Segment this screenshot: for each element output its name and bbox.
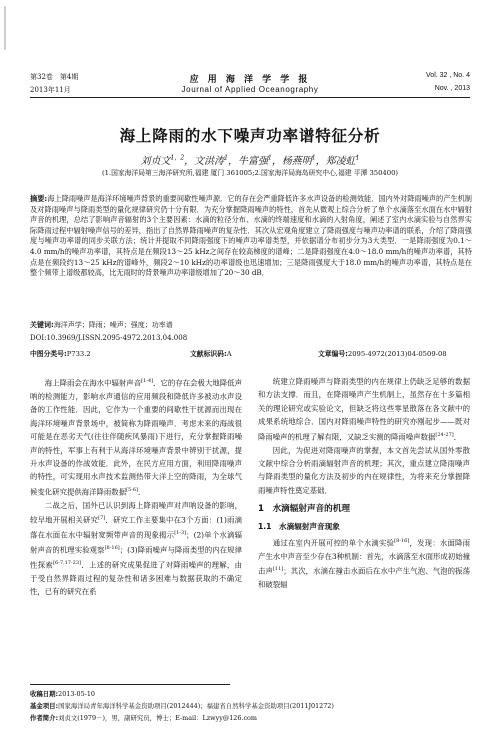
- author-affiliation-mark: 1: [267, 154, 272, 162]
- footnote-rule: [30, 684, 230, 685]
- abstract: [30, 194, 472, 279]
- text-run: 通过在室内开展可控的单个水滴实验: [272, 538, 395, 548]
- author-affiliation-mark: 1: [224, 154, 228, 162]
- author-list: [0, 152, 500, 167]
- paragraph: [258, 444, 470, 498]
- section-heading: 1 水滴辐射声音的机理: [258, 504, 350, 515]
- paragraph: [30, 499, 242, 599]
- footnote-author: 作者简介:刘贞文(1979－)，男，副研究员，博士；E-mail：Lzwyy@126.com: [30, 714, 257, 722]
- body-right-column: [258, 375, 470, 592]
- author-name: 刘贞文: [140, 156, 171, 167]
- author-name: 郑凌虹: [325, 156, 356, 167]
- keywords-label: 关键词:: [30, 321, 54, 329]
- author-separator: ，: [227, 156, 238, 167]
- text-run: ，发现：水面降雨产生水中声音至少存在3种机制：首先，水滴落至水面形成初始撞击声: [258, 538, 470, 576]
- abstract-text: 海上降雨噪声是海洋环境噪声背景的重要间歇性噪声源．它的存在会严重降低许多水声设备的检测效能．国内外对降雨噪声的产生机制及对降雨噪声与降雨类型的量化规律研究仍十分有限．为充分掌握降雨噪声的特性，首先从微观上综合分析了单个水滴落至水面在水中辐射声音的机理，总结了影响声音辐射的3个主要因素：水滴的粒径分布、水滴的终端速度和水滴的入射角度，阐述了室内水滴实验与自然界实际降雨过程中辐射噪声信号的差异，指出了自然界降雨噪声的复杂性．其次从宏观角度建立了降雨强度与噪声功率谱的联系，介绍了降雨强度与噪声功率谱的同步关联方法；统计并提取不同降雨强度下的噪声功率谱类型，并依据谱分布初步分为3大类型．一是降雨强度为0.1～4.0 mm/h的噪声功率谱，其特点是在频段13～25 kHz之间存在较高梯度的谱峰；二是降雨强度在4.0～18.0 mm/h的噪声功率谱，其特点是在频段约13～25 kHz的谱峰外，频段2～10 kHz的功率谱级也迅速增加；三是降雨强度大于18.0 mm/h的噪声功率谱，其特点是在整个频带上谱级都较高，比无雨时的背景噪声功率谱级增加了20～30 dB．: [30, 194, 472, 278]
- author-name: 杨燕明: [281, 156, 312, 167]
- author-name: 牛富强: [237, 156, 268, 167]
- clc-number: 中图分类号:P733.2: [30, 350, 91, 358]
- document-code: 文献标识码:A: [190, 350, 232, 358]
- citation: [7]: [98, 515, 106, 521]
- text-run: ．: [453, 432, 462, 442]
- keywords: [30, 320, 173, 330]
- text-run: ；(2)单个水滴辐射声音的机理实验观察: [30, 530, 242, 555]
- text-run: 二战之后，国外已认识到海上降雨噪声对声呐设备的影响，较早地开展相关研究: [30, 500, 242, 525]
- affiliation: (1.国家海洋局第三海洋研究所,福建 厦门 361005;2.国家海洋局海岛研究中心,福建 平潭 350400): [101, 169, 399, 177]
- text-run: ．研究工作主要集中在3个方面：(1)雨滴落在水面在水中辐射宽频带声音的现象揭示: [30, 515, 242, 540]
- citation: [6-7,17-23]: [53, 559, 81, 566]
- author-name: 文洪涛: [194, 156, 225, 167]
- citation: [8-16]: [104, 544, 120, 551]
- citation: [5-6]: [126, 486, 139, 493]
- text-run: ．它的存在会极大地降低声呐的检测能力，影响水声通信的应用频段和降低许多被动水声设备的工作性能．因此，它作为一个重要的间歇性干扰源而出现在海洋环境噪声背景场中，被简称为降雨噪声．考虑未来的海战很可能是在恶劣天气(往往伴随疾风暴雨)下进行，充分掌握降雨噪声的特性，军事上有利于从海洋环境噪声背景中辨别干扰源，提升水声设备的作战效能．此外，在民方应用方面，利用降雨噪声的特性，可实现用水声技术监测热带大洋上空的降雨，为全球气候变化研究提供海洋降雨数据: [30, 378, 242, 497]
- citation: [24-27]: [435, 431, 454, 438]
- scan-edge-mark: [4, 6, 6, 50]
- body-left-column: [30, 375, 242, 598]
- text-run: 海上降雨会在海水中辐射声音: [44, 378, 142, 388]
- abstract-label: 摘要:: [30, 194, 48, 203]
- paragraph: [258, 535, 470, 592]
- keywords-text: 海洋声学；降雨；噪声；强度；功率谱: [53, 321, 173, 329]
- header-rule: [30, 97, 470, 98]
- text-run: ．上述的研究成果促进了对降雨噪声的理解，由于受自然界降雨过程的复杂性和诸多困难与数据获取的不确定性，已有的研究在系: [30, 560, 242, 596]
- journal-title-en: Journal of Applied Oceanography: [181, 85, 319, 94]
- subsection-heading: 1.1 水滴辐射声音现象: [258, 521, 340, 531]
- citation: [11]: [272, 566, 284, 573]
- paper-title: 海上降雨的水下噪声功率谱特征分析: [119, 127, 381, 145]
- paragraph: [30, 375, 242, 499]
- author-affiliation-mark: 1: [355, 154, 360, 162]
- text-run: ．: [138, 487, 146, 497]
- footnote-fund: 基金项目:国家海洋局青年海洋科学基金资助项目(2012444)；福建省自然科学基金资助项目(2011J01272): [30, 702, 334, 710]
- header-volume: 第32卷 第4期: [30, 73, 79, 81]
- author-affiliation-mark: 1，2: [170, 154, 185, 162]
- header-date: 2013年11月: [30, 86, 71, 94]
- citation: [1-4]: [141, 378, 154, 384]
- author-affiliation-mark: 1: [311, 154, 316, 162]
- author-separator: ，: [271, 156, 282, 167]
- text-run: ；(3)降雨噪声与降雨类型的内在规律性探索: [30, 545, 242, 570]
- citation: [1-3]: [174, 529, 187, 536]
- author-separator: ，: [184, 156, 195, 167]
- citation: [8-16]: [394, 537, 410, 544]
- header-date-en: Nov. , 2013: [434, 85, 470, 92]
- text-run: 统建立降雨噪声与降雨类型的内在规律上仍缺乏足够的数据和方法支撑．而且，在降雨噪声产生机制上，虽然存在十多篇相关的理论研究或实验论文，但缺乏将这些零星散落在各文献中的成果系统地综合．国内对降雨噪声特性的研究亦刚起步——既对降雨噪声的机理了解有限，又缺乏实测的降雨噪声数据: [258, 377, 470, 442]
- doi: DOI:10.3969/J.ISSN.2095-4972.2013.04.008: [30, 334, 188, 342]
- text-run: ；其次，水滴在撞击水面后在水中产生气泡、气泡的振荡和破裂辐: [258, 566, 470, 590]
- paragraph: [258, 375, 470, 444]
- header-volume-en: Vol. 32 , No. 4: [426, 72, 470, 79]
- article-number: 文章编号:2095-4972(2013)04-0509-08: [318, 350, 447, 358]
- footnote-received: 收稿日期:2013-05-10: [30, 690, 95, 698]
- author-separator: ，: [315, 156, 326, 167]
- text-run: 因此，为促进对降雨噪声的掌握，本文首先尝试从国外零散文献中综合分析雨滴辐射声音的机理；其次，重点建立降雨噪声与降雨类型的量化方法及初步的内在规律性，为将来充分掌握降雨噪声特性奠定基础．: [258, 445, 470, 495]
- journal-title-cn: 应 用 海 洋 学 学 报: [189, 75, 311, 85]
